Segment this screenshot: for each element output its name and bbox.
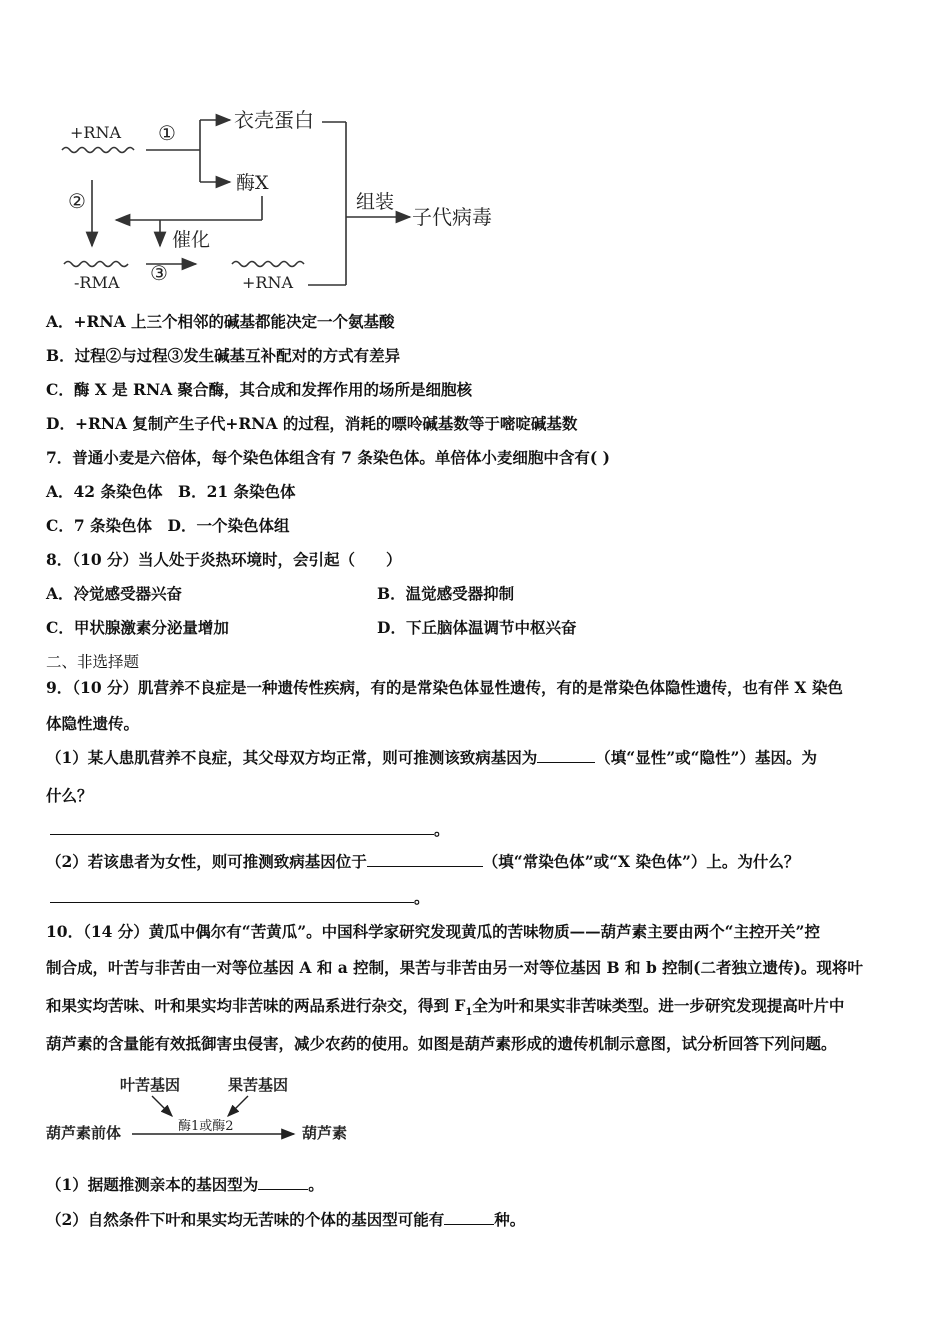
enzyme-x-label: 酶X xyxy=(236,172,269,194)
q9-part2-answer-line[interactable] xyxy=(50,902,414,903)
minus-rna-label: -RMA xyxy=(74,273,120,292)
q9-part1-answer-line[interactable] xyxy=(50,834,434,835)
assemble-label: 组装 xyxy=(356,191,395,213)
q10-part2-blank[interactable] xyxy=(444,1210,494,1225)
q10-line4: 葫芦素的含量能有效抵御害虫侵害，减少农药的使用。如图是葫芦素形成的遗传机制示意图，试分析回答下列问题。 xyxy=(46,1034,837,1053)
leaf-gene-label: 叶苦基因 xyxy=(120,1076,181,1094)
q6-option-b: B．过程②与过程③发生碱基互补配对的方式有差异 xyxy=(46,346,401,365)
q7-stem: 7．普通小麦是六倍体，每个染色体组含有 7 条染色体。单倍体小麦细胞中含有( ) xyxy=(46,448,610,467)
fruit-gene-label: 果苦基因 xyxy=(228,1076,289,1094)
progeny-virus-label: 子代病毒 xyxy=(412,205,492,229)
q9-part1-line2: 什么？ xyxy=(46,786,93,805)
q9-stem-line1: 9．（10 分）肌营养不良症是一种遗传性疾病，有的是常染色体显性遗传，有的是常染色体隐性遗传，也有伴 X 染色 xyxy=(46,678,843,697)
q7-options-row1: A．42 条染色体 B．21 条染色体 xyxy=(46,482,296,501)
step2-label: ② xyxy=(68,189,86,213)
q10-part1-blank[interactable] xyxy=(258,1175,308,1190)
virus-replication-diagram xyxy=(50,100,510,300)
product-label: 葫芦素 xyxy=(302,1124,348,1142)
q8-option-c: C．甲状腺激素分泌量增加 xyxy=(46,618,229,637)
q9-part1-blank[interactable] xyxy=(537,748,595,763)
coat-protein-label: 衣壳蛋白 xyxy=(234,108,314,132)
q6-option-c: C．酶 X 是 RNA 聚合酶，其合成和发挥作用的场所是细胞核 xyxy=(46,380,473,399)
step3-label: ③ xyxy=(150,261,168,285)
section-heading: 二、非选择题 xyxy=(46,653,140,671)
q10-line2: 制合成，叶苦与非苦由一对等位基因 A 和 a 控制，果苦与非苦由另一对等位基因 B 和 b 控制(二者独立遗传)。现将叶 xyxy=(46,958,863,977)
plus-rna-strand xyxy=(62,148,134,153)
catalyze-label: 催化 xyxy=(172,229,211,251)
q8-option-a: A．冷觉感受器兴奋 xyxy=(46,584,183,603)
precursor-label: 葫芦素前体 xyxy=(46,1124,122,1142)
q10-part1: （1）据题推测亲本的基因型为 。 xyxy=(46,1175,324,1194)
q9-part1-end-mark: 。 xyxy=(434,820,450,839)
minus-rna-strand xyxy=(64,262,128,267)
q7-options-row2: C．7 条染色体 D．一个染色体组 xyxy=(46,516,290,535)
plus-rna-label-2: +RNA xyxy=(242,273,294,292)
q8-stem: 8．（10 分）当人处于炎热环境时，会引起（ ） xyxy=(46,550,402,569)
q9-stem-line2: 体隐性遗传。 xyxy=(46,714,140,733)
q10-line3: 和果实均苦味、叶和果实均非苦味的两品系进行杂交，得到 $F_1$全为叶和果实非苦味类型。进一步研究发现提高叶片中 xyxy=(46,996,845,1019)
enzyme-label: 酶1或酶2 xyxy=(178,1119,234,1134)
q9-part2-end-mark: 。 xyxy=(414,888,430,907)
cucurbitacin-mechanism-diagram xyxy=(44,1070,374,1150)
q9-part2-line1: （2）若该患者为女性，则可推测致病基因位于 （填“常染色体”或“X 染色体”）上。为什么？ xyxy=(46,852,800,871)
q9-part1-line1: （1）某人患肌营养不良症，其父母双方均正常，则可推测该致病基因为 （填“显性”或“隐性”）基因。为 xyxy=(46,748,817,767)
q9-part2-blank[interactable] xyxy=(367,852,483,867)
plus-rna-label: +RNA xyxy=(70,123,122,142)
plus-rna-strand-2 xyxy=(232,262,304,267)
q8-option-b: B．温觉感受器抑制 xyxy=(377,584,515,603)
q6-option-a: A．+RNA 上三个相邻的碱基都能决定一个氨基酸 xyxy=(46,312,395,331)
q6-option-d: D．+RNA 复制产生子代+RNA 的过程，消耗的嘌呤碱基数等于嘧啶碱基数 xyxy=(46,414,578,433)
step1-label: ① xyxy=(158,121,176,145)
q10-line1: 10．（14 分）黄瓜中偶尔有“苦黄瓜”。中国科学家研究发现黄瓜的苦味物质——葫芦素主要由两个“主控开关”控 xyxy=(46,922,820,941)
q8-option-d: D．下丘脑体温调节中枢兴奋 xyxy=(377,618,577,637)
q10-part2: （2）自然条件下叶和果实均无苦味的个体的基因型可能有 种。 xyxy=(46,1210,526,1229)
